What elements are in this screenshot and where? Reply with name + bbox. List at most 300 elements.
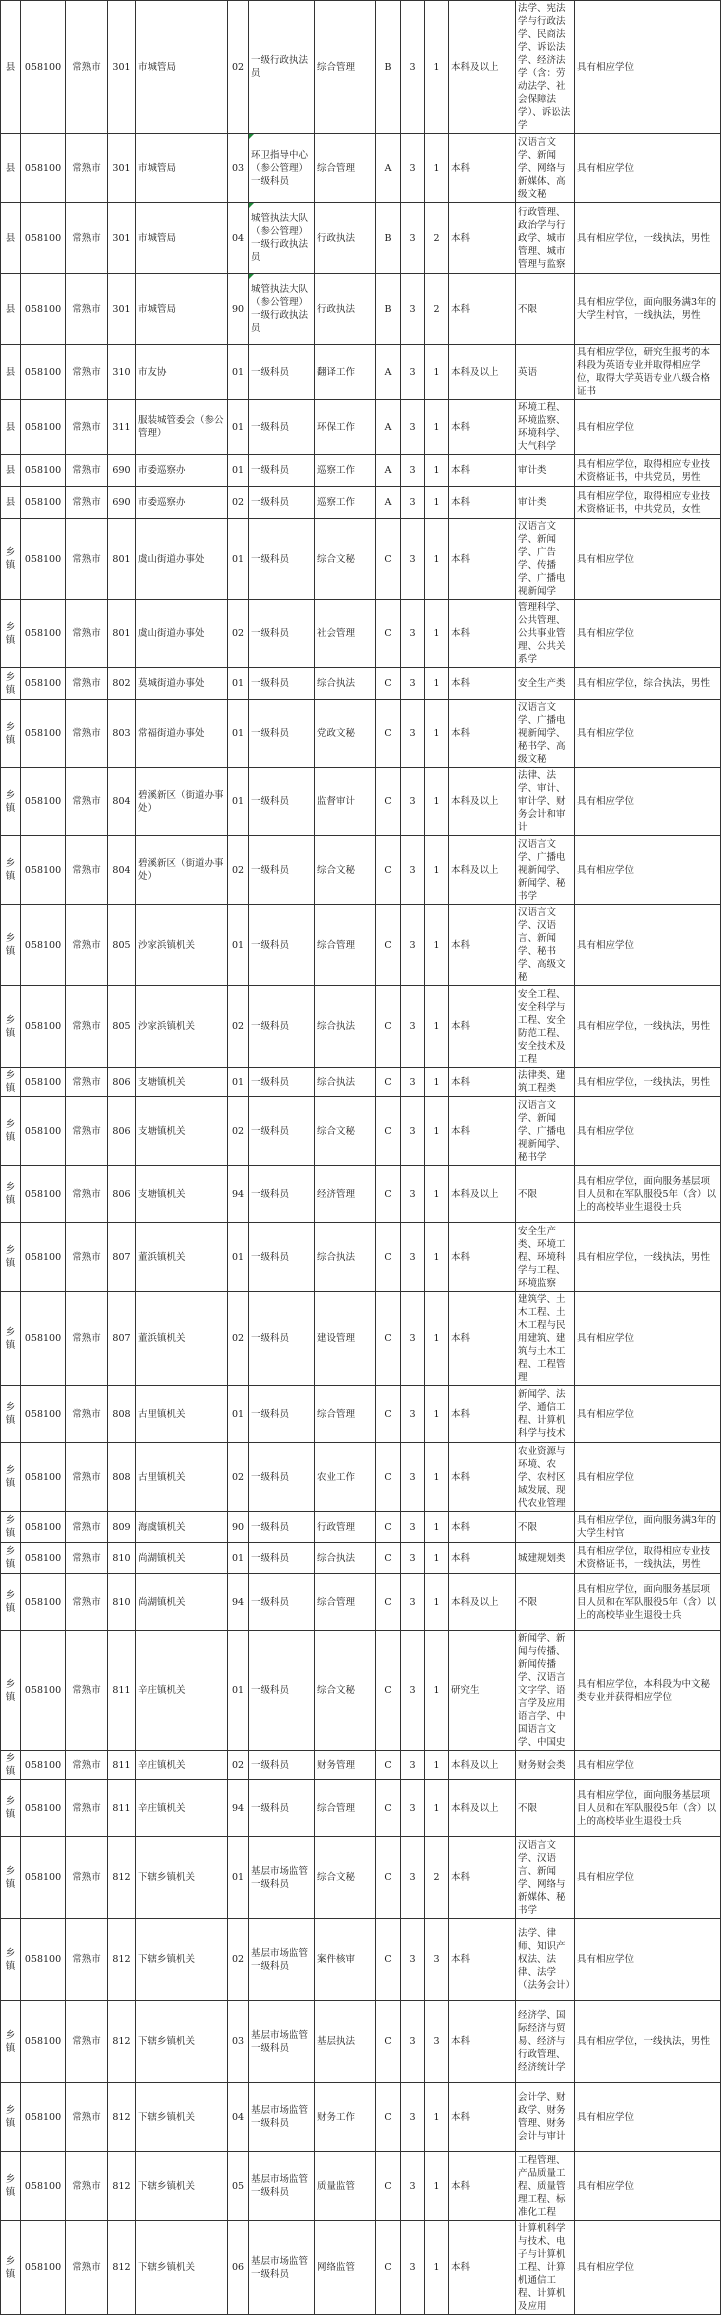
city-cell: 常熟市 bbox=[66, 768, 108, 836]
major-cell: 不限 bbox=[516, 1780, 575, 1837]
hiring-count-cell: 1 bbox=[425, 905, 449, 986]
city-cell: 常熟市 bbox=[66, 700, 108, 768]
position-category-cell: 综合执法 bbox=[315, 986, 376, 1068]
exam-code-cell: 058100 bbox=[21, 1, 66, 134]
city-cell: 常熟市 bbox=[66, 1166, 108, 1223]
major-cell: 管理科学、公共管理、公共事业管理、公共关系学 bbox=[516, 600, 575, 668]
education-cell: 本科 bbox=[449, 1097, 516, 1166]
hiring-count-cell: 2 bbox=[425, 203, 449, 274]
ratio-cell: 3 bbox=[401, 2221, 425, 2315]
table-row bbox=[1, 1097, 721, 1166]
city-cell: 常熟市 bbox=[66, 1837, 108, 1919]
table-row bbox=[1, 2001, 721, 2083]
city-cell: 常熟市 bbox=[66, 2083, 108, 2152]
position-category-cell: 党政文秘 bbox=[315, 700, 376, 768]
ratio-cell: 3 bbox=[401, 1919, 425, 2001]
position-name-cell: 一级科员 bbox=[249, 1631, 315, 1751]
position-name-cell: 一级科员 bbox=[249, 668, 315, 700]
ratio-cell: 3 bbox=[401, 274, 425, 345]
exam-code-cell: 058100 bbox=[21, 1837, 66, 1919]
exam-code-cell: 058100 bbox=[21, 1443, 66, 1512]
department-cell: 辛庄镇机关 bbox=[136, 1751, 228, 1780]
education-cell: 本科 bbox=[449, 203, 516, 274]
hiring-count-cell: 1 bbox=[425, 1543, 449, 1574]
requirements-cell: 具有相应学位，一线执法，男性 bbox=[575, 203, 721, 274]
requirements-cell: 具有相应学位 bbox=[575, 2152, 721, 2221]
requirements-cell: 具有相应学位，一线执法，男性 bbox=[575, 986, 721, 1068]
department-cell: 碧溪新区（街道办事处） bbox=[136, 768, 228, 836]
exam-type-cell: C bbox=[376, 2083, 401, 2152]
position-code-cell: 01 bbox=[228, 1631, 249, 1751]
major-cell: 财务财会类 bbox=[516, 1751, 575, 1780]
department-cell: 下辖乡镇机关 bbox=[136, 1919, 228, 2001]
department-cell: 海虞镇机关 bbox=[136, 1512, 228, 1543]
education-cell: 本科及以上 bbox=[449, 345, 516, 400]
position-name-cell: 一级科员 bbox=[249, 1512, 315, 1543]
exam-type-cell: A bbox=[376, 455, 401, 487]
major-cell: 汉语言文学、新闻学、网络与新媒体、高级文秘 bbox=[516, 134, 575, 203]
major-cell: 审计类 bbox=[516, 487, 575, 519]
department-cell: 董浜镇机关 bbox=[136, 1223, 228, 1292]
hiring-count-cell: 1 bbox=[425, 1068, 449, 1097]
exam-type-cell: C bbox=[376, 905, 401, 986]
exam-code-cell: 058100 bbox=[21, 700, 66, 768]
position-code-cell: 01 bbox=[228, 668, 249, 700]
requirements-cell: 具有相应学位，一线执法，男性 bbox=[575, 2001, 721, 2083]
position-name-cell: 城管执法大队（参公管理）一级行政执法员 bbox=[249, 203, 315, 274]
education-cell: 本科 bbox=[449, 2152, 516, 2221]
major-cell: 环境工程、环境监察、环境科学、大气科学 bbox=[516, 400, 575, 455]
exam-type-cell: C bbox=[376, 1543, 401, 1574]
position-name-cell: 一级科员 bbox=[249, 1780, 315, 1837]
requirements-cell: 具有相应学位，取得相应专业技术资格证书，中共党员，女性 bbox=[575, 487, 721, 519]
city-cell: 常熟市 bbox=[66, 1443, 108, 1512]
position-name-cell: 一级科员 bbox=[249, 487, 315, 519]
dept-code-cell: 301 bbox=[108, 274, 136, 345]
education-cell: 本科及以上 bbox=[449, 1574, 516, 1631]
position-name-cell: 一级科员 bbox=[249, 1386, 315, 1443]
position-type-cell: 县 bbox=[1, 487, 21, 519]
department-cell: 莫城街道办事处 bbox=[136, 668, 228, 700]
exam-type-cell: C bbox=[376, 2221, 401, 2315]
major-cell: 计算机科学与技术、电子与计算机工程、计算机通信工程、计算机及应用 bbox=[516, 2221, 575, 2315]
dept-code-cell: 801 bbox=[108, 600, 136, 668]
major-cell: 汉语言文学、广播电视新闻学、新闻学、秘书学 bbox=[516, 836, 575, 905]
position-code-cell: 01 bbox=[228, 1068, 249, 1097]
table-row bbox=[1, 1780, 721, 1837]
table-row bbox=[1, 600, 721, 668]
position-name-cell: 一级科员 bbox=[249, 1292, 315, 1386]
education-cell: 本科 bbox=[449, 1837, 516, 1919]
education-cell: 本科 bbox=[449, 487, 516, 519]
ratio-cell: 3 bbox=[401, 455, 425, 487]
exam-code-cell: 058100 bbox=[21, 1574, 66, 1631]
education-cell: 本科 bbox=[449, 134, 516, 203]
department-cell: 下辖乡镇机关 bbox=[136, 2152, 228, 2221]
department-cell: 古里镇机关 bbox=[136, 1443, 228, 1512]
exam-code-cell: 058100 bbox=[21, 1068, 66, 1097]
position-category-cell: 经济管理 bbox=[315, 1166, 376, 1223]
exam-type-cell: C bbox=[376, 668, 401, 700]
exam-code-cell: 058100 bbox=[21, 345, 66, 400]
position-type-cell: 乡镇 bbox=[1, 2001, 21, 2083]
requirements-cell: 具有相应学位 bbox=[575, 1751, 721, 1780]
position-name-cell: 基层市场监管一级科员 bbox=[249, 2221, 315, 2315]
position-name-cell: 城管执法大队（参公管理）一级行政执法员 bbox=[249, 274, 315, 345]
major-cell: 安全工程、安全科学与工程、安全防范工程、安全技术及工程 bbox=[516, 986, 575, 1068]
position-name-cell: 一级科员 bbox=[249, 905, 315, 986]
hiring-count-cell: 1 bbox=[425, 400, 449, 455]
exam-type-cell: C bbox=[376, 836, 401, 905]
requirements-cell: 具有相应学位，一线执法，男性 bbox=[575, 1223, 721, 1292]
exam-type-cell: C bbox=[376, 2152, 401, 2221]
exam-code-cell: 058100 bbox=[21, 2001, 66, 2083]
table-row bbox=[1, 1068, 721, 1097]
ratio-cell: 3 bbox=[401, 1574, 425, 1631]
ratio-cell: 3 bbox=[401, 345, 425, 400]
dept-code-cell: 812 bbox=[108, 2001, 136, 2083]
position-name-cell: 一级科员 bbox=[249, 1543, 315, 1574]
dept-code-cell: 802 bbox=[108, 668, 136, 700]
position-category-cell: 行政执法 bbox=[315, 203, 376, 274]
hiring-count-cell: 1 bbox=[425, 455, 449, 487]
position-type-cell: 乡镇 bbox=[1, 768, 21, 836]
exam-code-cell: 058100 bbox=[21, 400, 66, 455]
exam-code-cell: 058100 bbox=[21, 1386, 66, 1443]
position-name-cell: 一级行政执法员 bbox=[249, 1, 315, 134]
exam-type-cell: C bbox=[376, 1097, 401, 1166]
exam-code-cell: 058100 bbox=[21, 1292, 66, 1386]
education-cell: 本科 bbox=[449, 668, 516, 700]
education-cell: 本科 bbox=[449, 400, 516, 455]
requirements-cell: 具有相应学位，研究生报考的本科段为英语专业并取得相应学位，取得大学英语专业八级合格证书 bbox=[575, 345, 721, 400]
requirements-cell: 具有相应学位 bbox=[575, 1, 721, 134]
position-type-cell: 乡镇 bbox=[1, 836, 21, 905]
department-cell: 支塘镇机关 bbox=[136, 1166, 228, 1223]
department-cell: 辛庄镇机关 bbox=[136, 1631, 228, 1751]
department-cell: 虞山街道办事处 bbox=[136, 600, 228, 668]
requirements-cell: 具有相应学位 bbox=[575, 1919, 721, 2001]
table-row bbox=[1, 1, 721, 134]
hiring-count-cell: 1 bbox=[425, 1386, 449, 1443]
major-cell: 新闻学、新闻与传播、新闻传播学、汉语言文字学、语言学及应用语言学、中国语言文学、中国史 bbox=[516, 1631, 575, 1751]
position-category-cell: 综合文秘 bbox=[315, 836, 376, 905]
exam-type-cell: C bbox=[376, 768, 401, 836]
position-category-cell: 综合管理 bbox=[315, 1574, 376, 1631]
major-cell: 汉语言文学、新闻学、广播电视新闻学、秘书学 bbox=[516, 1097, 575, 1166]
position-name-cell: 一级科员 bbox=[249, 768, 315, 836]
position-name-cell: 一级科员 bbox=[249, 1223, 315, 1292]
position-code-cell: 05 bbox=[228, 2152, 249, 2221]
position-category-cell: 环保工作 bbox=[315, 400, 376, 455]
dept-code-cell: 301 bbox=[108, 203, 136, 274]
position-code-cell: 01 bbox=[228, 905, 249, 986]
city-cell: 常熟市 bbox=[66, 345, 108, 400]
ratio-cell: 3 bbox=[401, 1631, 425, 1751]
requirements-cell: 具有相应学位 bbox=[575, 519, 721, 600]
position-category-cell: 综合管理 bbox=[315, 1386, 376, 1443]
position-category-cell: 翻译工作 bbox=[315, 345, 376, 400]
hiring-count-cell: 1 bbox=[425, 1, 449, 134]
hiring-count-cell: 1 bbox=[425, 134, 449, 203]
ratio-cell: 3 bbox=[401, 519, 425, 600]
position-category-cell: 综合管理 bbox=[315, 1780, 376, 1837]
position-category-cell: 建设管理 bbox=[315, 1292, 376, 1386]
position-category-cell: 行政管理 bbox=[315, 1512, 376, 1543]
dept-code-cell: 809 bbox=[108, 1512, 136, 1543]
major-cell: 法学、律师、知识产权法、法律、法学（法务会计） bbox=[516, 1919, 575, 2001]
department-cell: 市委巡察办 bbox=[136, 487, 228, 519]
position-type-cell: 乡镇 bbox=[1, 1574, 21, 1631]
ratio-cell: 3 bbox=[401, 1097, 425, 1166]
table-row bbox=[1, 700, 721, 768]
major-cell: 安全生产类 bbox=[516, 668, 575, 700]
position-name-cell: 一级科员 bbox=[249, 1068, 315, 1097]
education-cell: 本科 bbox=[449, 1919, 516, 2001]
requirements-cell: 具有相应学位，取得相应专业技术资格证书，中共党员，男性 bbox=[575, 455, 721, 487]
position-type-cell: 乡镇 bbox=[1, 1780, 21, 1837]
position-code-cell: 04 bbox=[228, 203, 249, 274]
city-cell: 常熟市 bbox=[66, 487, 108, 519]
position-name-cell: 基层市场监管一级科员 bbox=[249, 2001, 315, 2083]
education-cell: 本科 bbox=[449, 274, 516, 345]
position-code-cell: 03 bbox=[228, 134, 249, 203]
position-code-cell: 02 bbox=[228, 1292, 249, 1386]
position-type-cell: 乡镇 bbox=[1, 986, 21, 1068]
position-code-cell: 02 bbox=[228, 487, 249, 519]
city-cell: 常熟市 bbox=[66, 1068, 108, 1097]
table-row bbox=[1, 1443, 721, 1512]
dept-code-cell: 690 bbox=[108, 487, 136, 519]
position-type-cell: 县 bbox=[1, 455, 21, 487]
education-cell: 本科 bbox=[449, 1068, 516, 1097]
table-row bbox=[1, 1574, 721, 1631]
ratio-cell: 3 bbox=[401, 487, 425, 519]
exam-type-cell: B bbox=[376, 203, 401, 274]
position-category-cell: 综合文秘 bbox=[315, 519, 376, 600]
position-type-cell: 乡镇 bbox=[1, 519, 21, 600]
city-cell: 常熟市 bbox=[66, 1097, 108, 1166]
position-type-cell: 乡镇 bbox=[1, 1919, 21, 2001]
hiring-count-cell: 1 bbox=[425, 1574, 449, 1631]
city-cell: 常熟市 bbox=[66, 1574, 108, 1631]
exam-type-cell: C bbox=[376, 1386, 401, 1443]
ratio-cell: 3 bbox=[401, 1068, 425, 1097]
position-type-cell: 县 bbox=[1, 203, 21, 274]
major-cell: 汉语言文学、汉语言、新闻学、网络与新媒体、秘书学 bbox=[516, 1837, 575, 1919]
exam-type-cell: C bbox=[376, 1631, 401, 1751]
major-cell: 不限 bbox=[516, 274, 575, 345]
department-cell: 市城管局 bbox=[136, 203, 228, 274]
position-code-cell: 04 bbox=[228, 2083, 249, 2152]
dept-code-cell: 812 bbox=[108, 2221, 136, 2315]
ratio-cell: 3 bbox=[401, 1751, 425, 1780]
position-code-cell: 06 bbox=[228, 2221, 249, 2315]
position-type-cell: 乡镇 bbox=[1, 1386, 21, 1443]
city-cell: 常熟市 bbox=[66, 1223, 108, 1292]
dept-code-cell: 805 bbox=[108, 986, 136, 1068]
position-type-cell: 县 bbox=[1, 274, 21, 345]
position-code-cell: 02 bbox=[228, 836, 249, 905]
position-category-cell: 综合执法 bbox=[315, 668, 376, 700]
position-type-cell: 乡镇 bbox=[1, 1223, 21, 1292]
city-cell: 常熟市 bbox=[66, 134, 108, 203]
exam-code-cell: 058100 bbox=[21, 836, 66, 905]
position-type-cell: 乡镇 bbox=[1, 700, 21, 768]
position-type-cell: 县 bbox=[1, 134, 21, 203]
position-type-cell: 乡镇 bbox=[1, 1166, 21, 1223]
ratio-cell: 3 bbox=[401, 1543, 425, 1574]
dept-code-cell: 812 bbox=[108, 1837, 136, 1919]
major-cell: 会计学、财政学、财务管理、财务会计与审计 bbox=[516, 2083, 575, 2152]
hiring-count-cell: 1 bbox=[425, 345, 449, 400]
position-category-cell: 财务管理 bbox=[315, 1751, 376, 1780]
position-code-cell: 02 bbox=[228, 1919, 249, 2001]
position-category-cell: 网络监管 bbox=[315, 2221, 376, 2315]
requirements-cell: 具有相应学位 bbox=[575, 2083, 721, 2152]
department-cell: 支塘镇机关 bbox=[136, 1097, 228, 1166]
table-row bbox=[1, 768, 721, 836]
education-cell: 本科 bbox=[449, 1223, 516, 1292]
exam-type-cell: C bbox=[376, 700, 401, 768]
requirements-cell: 具有相应学位 bbox=[575, 1097, 721, 1166]
city-cell: 常熟市 bbox=[66, 905, 108, 986]
ratio-cell: 3 bbox=[401, 2001, 425, 2083]
position-category-cell: 综合执法 bbox=[315, 1223, 376, 1292]
exam-code-cell: 058100 bbox=[21, 768, 66, 836]
hiring-count-cell: 1 bbox=[425, 1512, 449, 1543]
exam-type-cell: C bbox=[376, 1919, 401, 2001]
education-cell: 本科及以上 bbox=[449, 1, 516, 134]
dept-code-cell: 810 bbox=[108, 1543, 136, 1574]
table-row bbox=[1, 1919, 721, 2001]
department-cell: 市城管局 bbox=[136, 134, 228, 203]
hiring-count-cell: 1 bbox=[425, 600, 449, 668]
city-cell: 常熟市 bbox=[66, 519, 108, 600]
position-category-cell: 农业工作 bbox=[315, 1443, 376, 1512]
requirements-cell: 具有相应学位，本科段为中文秘类专业并获得相应学位 bbox=[575, 1631, 721, 1751]
education-cell: 本科 bbox=[449, 2221, 516, 2315]
exam-code-cell: 058100 bbox=[21, 487, 66, 519]
exam-code-cell: 058100 bbox=[21, 905, 66, 986]
position-type-cell: 县 bbox=[1, 345, 21, 400]
dept-code-cell: 690 bbox=[108, 455, 136, 487]
position-code-cell: 01 bbox=[228, 400, 249, 455]
education-cell: 本科 bbox=[449, 905, 516, 986]
department-cell: 市委巡察办 bbox=[136, 455, 228, 487]
city-cell: 常熟市 bbox=[66, 400, 108, 455]
hiring-count-cell: 1 bbox=[425, 2083, 449, 2152]
table-row bbox=[1, 2083, 721, 2152]
position-name-cell: 一级科员 bbox=[249, 600, 315, 668]
department-cell: 下辖乡镇机关 bbox=[136, 2001, 228, 2083]
hiring-count-cell: 1 bbox=[425, 836, 449, 905]
exam-code-cell: 058100 bbox=[21, 519, 66, 600]
position-code-cell: 01 bbox=[228, 1223, 249, 1292]
major-cell: 城建规划类 bbox=[516, 1543, 575, 1574]
education-cell: 研究生 bbox=[449, 1631, 516, 1751]
department-cell: 市友协 bbox=[136, 345, 228, 400]
position-code-cell: 02 bbox=[228, 1443, 249, 1512]
requirements-cell: 具有相应学位，面向服务满3年的大学生村官 bbox=[575, 1512, 721, 1543]
exam-type-cell: C bbox=[376, 1780, 401, 1837]
city-cell: 常熟市 bbox=[66, 274, 108, 345]
dept-code-cell: 812 bbox=[108, 1919, 136, 2001]
dept-code-cell: 810 bbox=[108, 1574, 136, 1631]
department-cell: 服装城管委会（参公管理） bbox=[136, 400, 228, 455]
position-name-cell: 一级科员 bbox=[249, 455, 315, 487]
ratio-cell: 3 bbox=[401, 600, 425, 668]
table-row bbox=[1, 274, 721, 345]
exam-type-cell: C bbox=[376, 1166, 401, 1223]
position-name-cell: 一级科员 bbox=[249, 1166, 315, 1223]
position-category-cell: 综合管理 bbox=[315, 134, 376, 203]
dept-code-cell: 311 bbox=[108, 400, 136, 455]
table-row bbox=[1, 1631, 721, 1751]
education-cell: 本科 bbox=[449, 700, 516, 768]
ratio-cell: 3 bbox=[401, 1443, 425, 1512]
hiring-count-cell: 1 bbox=[425, 768, 449, 836]
position-type-cell: 县 bbox=[1, 400, 21, 455]
hiring-count-cell: 1 bbox=[425, 1097, 449, 1166]
ratio-cell: 3 bbox=[401, 1166, 425, 1223]
major-cell: 不限 bbox=[516, 1512, 575, 1543]
major-cell: 农业资源与环境、农学、农村区域发展、现代农业管理 bbox=[516, 1443, 575, 1512]
position-type-cell: 乡镇 bbox=[1, 1631, 21, 1751]
position-code-cell: 90 bbox=[228, 274, 249, 345]
requirements-cell: 具有相应学位，一线执法，男性 bbox=[575, 1068, 721, 1097]
ratio-cell: 3 bbox=[401, 668, 425, 700]
exam-type-cell: B bbox=[376, 274, 401, 345]
ratio-cell: 3 bbox=[401, 905, 425, 986]
education-cell: 本科及以上 bbox=[449, 836, 516, 905]
position-name-cell: 一级科员 bbox=[249, 345, 315, 400]
position-type-cell: 乡镇 bbox=[1, 1443, 21, 1512]
dept-code-cell: 806 bbox=[108, 1068, 136, 1097]
position-code-cell: 01 bbox=[228, 455, 249, 487]
position-name-cell: 基层市场监管一级科员 bbox=[249, 2083, 315, 2152]
exam-type-cell: C bbox=[376, 1292, 401, 1386]
education-cell: 本科 bbox=[449, 2001, 516, 2083]
dept-code-cell: 811 bbox=[108, 1631, 136, 1751]
position-name-cell: 一级科员 bbox=[249, 986, 315, 1068]
education-cell: 本科 bbox=[449, 2083, 516, 2152]
position-name-cell: 一级科员 bbox=[249, 1097, 315, 1166]
dept-code-cell: 301 bbox=[108, 1, 136, 134]
dept-code-cell: 808 bbox=[108, 1443, 136, 1512]
position-type-cell: 乡镇 bbox=[1, 2083, 21, 2152]
ratio-cell: 3 bbox=[401, 986, 425, 1068]
requirements-cell: 具有相应学位 bbox=[575, 1386, 721, 1443]
position-type-cell: 乡镇 bbox=[1, 668, 21, 700]
table-row bbox=[1, 1512, 721, 1543]
department-cell: 下辖乡镇机关 bbox=[136, 1837, 228, 1919]
dept-code-cell: 812 bbox=[108, 2152, 136, 2221]
table-row bbox=[1, 400, 721, 455]
position-name-cell: 基层市场监管一级科员 bbox=[249, 1919, 315, 2001]
exam-type-cell: A bbox=[376, 134, 401, 203]
education-cell: 本科 bbox=[449, 455, 516, 487]
position-category-cell: 综合执法 bbox=[315, 1543, 376, 1574]
position-name-cell: 一级科员 bbox=[249, 1574, 315, 1631]
education-cell: 本科 bbox=[449, 986, 516, 1068]
table-row bbox=[1, 487, 721, 519]
education-cell: 本科 bbox=[449, 1292, 516, 1386]
dept-code-cell: 806 bbox=[108, 1166, 136, 1223]
exam-code-cell: 058100 bbox=[21, 2221, 66, 2315]
position-type-cell: 乡镇 bbox=[1, 2221, 21, 2315]
requirements-cell: 具有相应学位，面向服务基层项目人员和在军队服役5年（含）以上的高校毕业生退役士兵 bbox=[575, 1166, 721, 1223]
